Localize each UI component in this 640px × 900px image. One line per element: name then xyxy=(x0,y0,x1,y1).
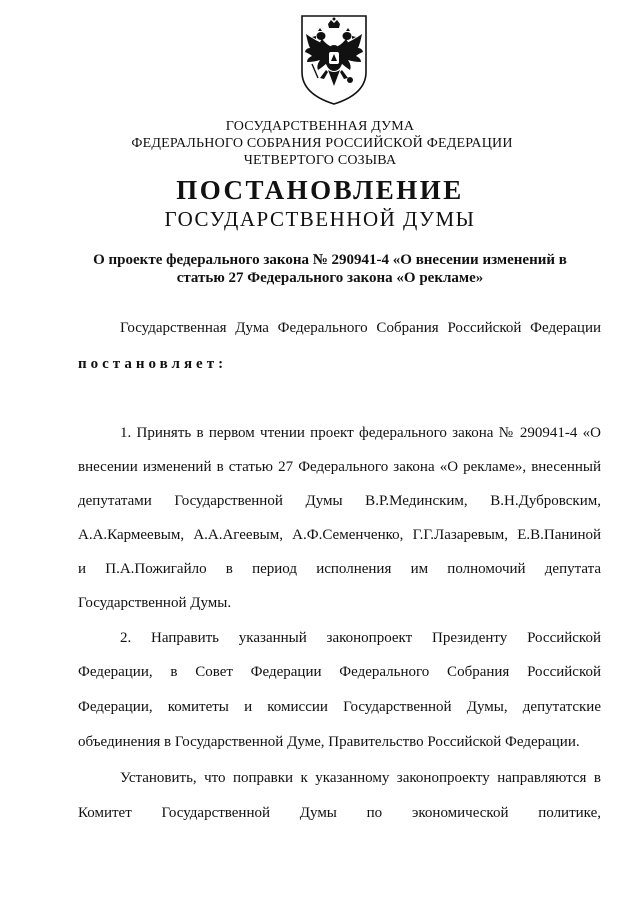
org-name-line-2: ФЕДЕРАЛЬНОГО СОБРАНИЯ РОССИЙСКОЙ ФЕДЕРАЦИИ xyxy=(131,136,513,151)
document-subtitle: ГОСУДАРСТВЕННОЙ ДУМЫ xyxy=(164,207,476,231)
resolves-word: постановляет: xyxy=(78,356,228,372)
body-line: 1. Принять в первом чтении проект федерального закона № 290941-4 «О xyxy=(120,425,601,441)
body-line: и П.А.Пожигайло в период исполнения им полномочий депутата xyxy=(78,561,601,577)
body-line: Комитет Государственной Думы по экономической политике, xyxy=(78,805,601,821)
body-line: внесении изменений в статью 27 Федерального закона «О рекламе», внесенный xyxy=(78,459,601,475)
body-line: А.А.Кармеевым, А.А.Агеевым, А.Ф.Семенченко, Г.Г.Лазаревым, Е.В.Паниной xyxy=(78,527,601,543)
body-line: Государственной Думы. xyxy=(78,595,232,611)
document-title: ПОСТАНОВЛЕНИЕ xyxy=(176,175,464,205)
subject-line-1: О проекте федерального закона № 290941-4 «О внесении изменений в xyxy=(93,252,567,268)
body-line: 2. Направить указанный законопроект Президенту Российской xyxy=(120,630,601,646)
body-line: Федерации, в Совет Федерации Федерального Собрания Российской xyxy=(78,664,601,680)
body-line: Государственная Дума Федерального Собрания Российской Федерации xyxy=(120,320,601,336)
body-line: Федерации, комитеты и комиссии Государственной Думы, депутатские xyxy=(78,699,601,715)
body-line: объединения в Государственной Думе, Правительство Российской Федерации. xyxy=(78,734,580,750)
body-line: депутатами Государственной Думы В.Р.Мединским, В.Н.Дубровским, xyxy=(78,493,601,509)
org-name-line-3: ЧЕТВЕРТОГО СОЗЫВА xyxy=(243,153,397,168)
double-headed-eagle-emblem-icon xyxy=(298,14,370,106)
body-line: Установить, что поправки к указанному законопроекту направляются в xyxy=(120,770,601,786)
org-name-line-1: ГОСУДАРСТВЕННАЯ ДУМА xyxy=(225,119,415,134)
subject-line-2: статью 27 Федерального закона «О рекламе» xyxy=(176,270,484,286)
